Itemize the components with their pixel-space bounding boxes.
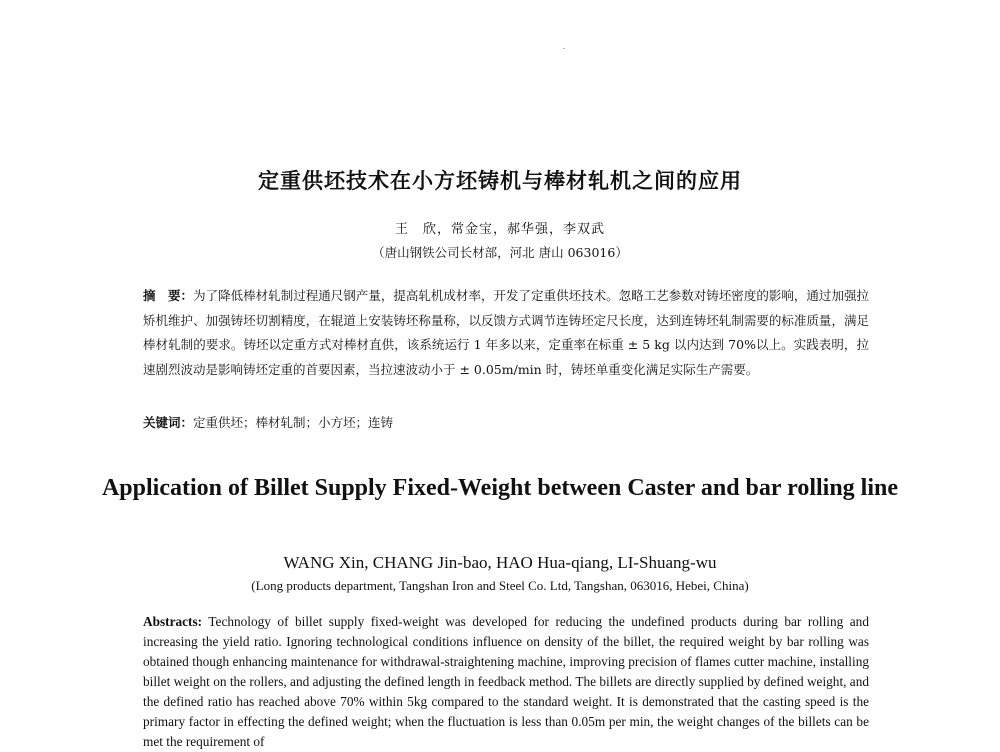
chinese-title: 定重供坯技术在小方坯铸机与棒材轧机之间的应用 (258, 169, 742, 193)
chinese-abstract-text: 为了降低棒材轧制过程通尺钢产量，提高轧机成材率，开发了定重供坯技术。忽略工艺参数对铸坯密度的影响，通过加强拉矫机维护、加强铸坯切割精度，在辊道上安装铸坯称量称，以反馈方式调节连铸坯定尺长度，达到连铸坯轧制需要的标准质量，满足棒材轧制的要求。铸坯以定重方式对棒材直供，该系统运行 1 年多以来，定重率在标重 ± 5 kg 以内达到 70%以上。实践表明，拉速剧烈波动是影响铸坯定重的首要因素，当拉速波动小于 ± 0.05m/min 时，铸坯单重变化满足实际生产需要。 (143, 288, 869, 377)
chinese-authors: 王 欣，常金宝，郝华强，李双武 (394, 222, 605, 237)
scan-mark (563, 48, 565, 49)
english-abstract-label: Abstracts: (143, 614, 203, 629)
chinese-abstract (143, 284, 869, 382)
english-abstract (143, 612, 869, 752)
chinese-affiliation: （唐山钢铁公司长材部，河北 唐山 063016） (372, 245, 628, 260)
english-abstract-text: Technology of billet supply fixed-weight was developed for reducing the undefined products during bar rolling and increasing the yield ratio. Ignoring technological conditions influence on density of the billet, the required weight by bar rolling was obtained though enhancing maintenance for withdrawal-straightening machine, improving precision of flames cutter machine, installing billet weight on the rollers, and adjusting the defined length in feedback method. The billets are directly supplied by defined weight, and the defined ratio has reached above 70% within 5kg compared to the standard weight. It is demonstrated that the casting speed is the primary factor in effecting the defined weight; when the fluctuation is less than 0.05m per min, the weight changes of the billets can be met the requirement of (143, 614, 869, 749)
chinese-keywords-label: 关键词： (143, 415, 194, 430)
english-affiliation: (Long products department, Tangshan Iron and Steel Co. Ltd, Tangshan, 063016, Hebei, China) (251, 578, 749, 593)
chinese-abstract-label: 摘 要： (143, 288, 194, 303)
chinese-keywords-text: 定重供坯；棒材轧制；小方坯；连铸 (193, 415, 394, 430)
english-authors: WANG Xin, CHANG Jin-bao, HAO Hua-qiang, LI-Shuang-wu (283, 553, 717, 572)
chinese-keywords (143, 413, 869, 431)
english-title: Application of Billet Supply Fixed-Weight between Caster and bar rolling line (101, 475, 899, 501)
